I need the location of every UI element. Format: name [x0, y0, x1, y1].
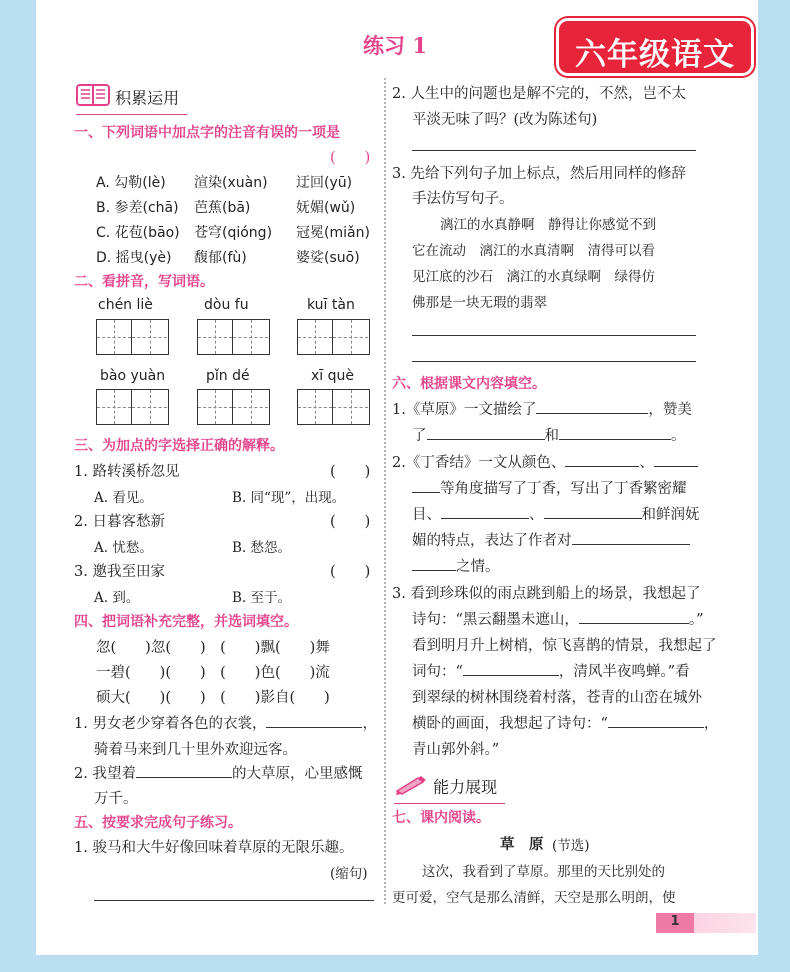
q1-option-b-word3: 妩媚(wǔ): [296, 200, 356, 216]
q1-option-a-word3: 迂回(yū): [296, 175, 353, 191]
grade-badge: [556, 18, 754, 76]
q5-requirement: (缩句): [330, 866, 368, 882]
passage-line-1: 这次，我看到了草原。那里的天比别处的: [422, 864, 665, 880]
page-title: 练习 1: [363, 33, 427, 58]
q1-option-c: C. 花苞(bāo): [96, 225, 180, 241]
q6-line-7: 之情。: [412, 555, 500, 576]
q3-item-2-b: B. 愁怨。: [232, 540, 292, 556]
q6-line-2: 了 和 。: [412, 428, 686, 444]
section-header-ability: [394, 772, 497, 800]
r3-line-2: 手法仿写句子。: [412, 191, 514, 207]
q4-sentence-1: 1. 男女老少穿着各色的衣裳， ，: [74, 716, 377, 732]
q6-line-6: 媚的特点，表达了作者对: [412, 529, 690, 550]
q3-item-2-paren: ( ): [330, 514, 371, 530]
q4-row-3: 硕大( )( ) ( )影自( ): [96, 690, 330, 706]
page-number: 1: [670, 914, 680, 929]
q6-line-10: 看到明月升上树梢，惊飞喜鹊的情景，我想起了: [412, 638, 717, 654]
r3-answer-line-2[interactable]: [412, 361, 696, 362]
pinyin-2: dòu fu: [204, 297, 249, 313]
q3-title: 三、为加点的字选择正确的解释。: [74, 438, 284, 454]
q6-title: 六、根据课文内容填空。: [392, 376, 546, 392]
q6-line-4: 等角度描写了丁香，写出了丁香繁密耀: [412, 477, 687, 498]
q6-line-5: 目、 、 和鲜润妩: [412, 507, 700, 523]
r3-passage-3: 见江底的沙石 漓江的水真绿啊 绿得仿: [412, 269, 655, 285]
q6-line-11: 词句：“ ，清风半夜鸣蝉。”看: [412, 664, 690, 680]
writing-grid-2[interactable]: [197, 319, 270, 355]
q1-option-b: B. 参差(chā): [96, 200, 179, 216]
q1-option-a-word2: 渲染(xuàn): [194, 175, 268, 191]
q1-option-c-word2: 苍穹(qióng): [194, 225, 273, 241]
q6-line-8: 3. 看到珍珠似的雨点跳到船上的场景，我想起了: [392, 586, 701, 602]
writing-grid-5[interactable]: [197, 389, 270, 425]
pinyin-4: bào yuàn: [100, 368, 166, 384]
passage-line-2: 更可爱，空气是那么清鲜，天空是那么明朗，使: [392, 890, 676, 906]
r3-passage-2: 它在流动 漓江的水真清啊 清得可以看: [412, 243, 655, 259]
q7-title: 七、课内阅读。: [392, 810, 490, 826]
column-divider: [384, 78, 386, 904]
r3-passage-1: 漓江的水真静啊 静得让你感觉不到: [440, 217, 656, 233]
q3-item-2-a: A. 忧愁。: [94, 540, 153, 556]
q4-sentence-2: 2. 我望着 的大草原，心里感慨: [74, 766, 363, 782]
pinyin-6: xī què: [311, 368, 354, 384]
q1-answer-paren: ( ): [330, 150, 371, 166]
q6-line-14: 青山郭外斜。”: [412, 742, 500, 758]
q5-sentence-1: 1. 骏马和大牛好像回味着草原的无限乐趣。: [74, 840, 354, 856]
q3-item-1: 1. 路转溪桥忽见: [74, 464, 180, 480]
q4-sentence-1-cont: 骑着马来到几十里外欢迎远客。: [94, 742, 297, 758]
q3-item-2: 2. 日暮客愁新: [74, 514, 165, 530]
q6-line-3: 2.《丁香结》一文从颜色、 、: [392, 451, 698, 472]
q3-item-1-b: B. 同“现”，出现。: [232, 490, 346, 506]
r2-line-1: 2. 人生中的问题也是解不完的，不然，岂不太: [392, 86, 686, 102]
q3-item-1-a: A. 看见。: [94, 490, 153, 506]
writing-grid-3[interactable]: [297, 319, 370, 355]
q6-line-9: 诗句：“黑云翻墨未遮山， 。”: [412, 612, 704, 628]
pinyin-1: chén liè: [98, 297, 153, 313]
q1-title: 一、下列词语中加点字的注音有误的一项是: [74, 125, 340, 141]
r3-line-1: 3. 先给下列句子加上标点，然后用同样的修辞: [392, 166, 686, 182]
r2-line-2: 平淡无味了吗？(改为陈述句): [412, 112, 598, 128]
r3-answer-line-1[interactable]: [412, 335, 696, 336]
q4-row-1: 忽( )忽( ) ( )飘( )舞: [96, 640, 330, 656]
q3-item-1-paren: ( ): [330, 464, 371, 480]
q3-item-3-paren: ( ): [330, 564, 371, 580]
r2-answer-line[interactable]: [412, 150, 696, 151]
q1-option-d-word2: 馥郁(fù): [194, 250, 247, 266]
writing-grid-4[interactable]: [96, 389, 169, 425]
q1-option-a: A. 勾勒(lè): [96, 175, 166, 191]
book-icon: [76, 83, 110, 111]
q6-line-12: 到翠绿的树林围绕着村落，苍青的山峦在城外: [412, 690, 702, 706]
pinyin-3: kuī tàn: [307, 297, 355, 313]
q1-option-b-word2: 芭蕉(bā): [194, 200, 251, 216]
grade-badge-label: 六年级语文: [575, 37, 735, 73]
q5-answer-line[interactable]: [94, 900, 374, 901]
pencil-icon: [394, 772, 428, 800]
q4-title: 四、把词语补充完整，并选词填空。: [74, 614, 298, 630]
writing-grid-6[interactable]: [297, 389, 370, 425]
pinyin-5: pǐn dé: [206, 368, 250, 384]
q6-line-1: 1.《草原》一文描绘了 ，赞美: [392, 402, 692, 418]
section-header-label: 积累运用: [115, 88, 180, 108]
q2-title: 二、看拼音，写词语。: [74, 274, 214, 290]
section-header-label: 能力展现: [433, 777, 498, 797]
q1-option-d: D. 摇曳(yè): [96, 250, 172, 266]
q1-option-c-word3: 冠冕(miǎn): [296, 225, 370, 241]
page-number-tab: [656, 913, 756, 933]
q1-option-d-word3: 婆娑(suō): [296, 250, 360, 266]
q4-row-2: 一碧( )( ) ( )色( )流: [96, 665, 330, 681]
q3-item-3-b: B. 至于。: [232, 590, 292, 606]
q6-line-13: 横卧的画面，我想起了诗句：“ ，: [412, 716, 719, 732]
writing-grid-1[interactable]: [96, 319, 169, 355]
q5-title: 五、按要求完成句子练习。: [74, 815, 242, 831]
q3-item-3: 3. 邀我至田家: [74, 564, 165, 580]
passage-title: 草 原: [500, 836, 544, 853]
section-header-accumulate: [76, 83, 179, 111]
passage-note: (节选): [552, 838, 590, 854]
q4-sentence-2-cont: 万千。: [94, 791, 138, 807]
r3-passage-4: 佛那是一块无瑕的翡翠: [412, 295, 547, 311]
q3-item-3-a: A. 到。: [94, 590, 140, 606]
